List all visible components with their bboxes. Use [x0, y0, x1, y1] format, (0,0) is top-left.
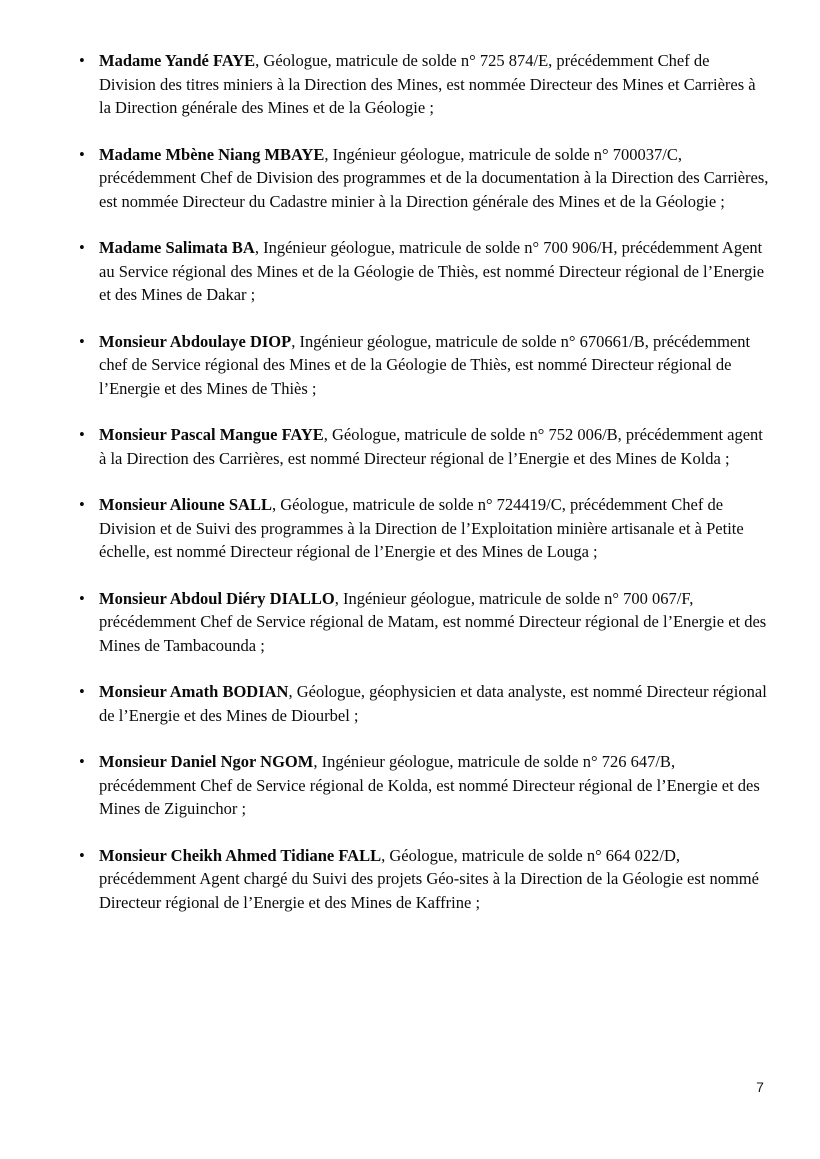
appointment-details: , Ingénieur géologue, matricule de solde n° 700 067/F, précédemment Chef de Service régional de Matam, est nommé Directeur régional de l’Energie et des Mines de Tambacounda ; — [99, 588, 767, 655]
bullet-marker-icon: • — [79, 51, 85, 70]
bullet-marker-icon: • — [79, 331, 85, 351]
bullet-marker-icon: • — [79, 588, 85, 608]
appointment-details: , Ingénieur géologue, matricule de solde n° 700 906/H, précédemment Agent au Service régional des Mines et de la Géologie de Thiès, est nommé Directeur régional de l’Energie et des Mines de Dakar ; — [99, 238, 765, 304]
bullet-marker-icon: • — [79, 495, 85, 514]
appointment-item — [79, 493, 770, 564]
appointment-details: , Géologue, matricule de solde n° 724419/C, précédemment Chef de Division et de Suivi des programmes à la Direction de l’Exploitation minière artisanale et à Petite échelle, est nommé Directeur régional de l’Energie et des Mines de Louga ; — [99, 495, 744, 561]
person-name: Madame Yandé FAYE — [99, 51, 256, 70]
appointment-item — [79, 587, 770, 658]
bullet-marker-icon: • — [79, 845, 85, 865]
person-name: Monsieur Cheikh Ahmed Tidiane FALL — [99, 845, 382, 865]
person-name: Madame Salimata BA — [99, 238, 255, 257]
page-number: 7 — [756, 1079, 764, 1095]
person-name: Monsieur Pascal Mangue FAYE — [99, 425, 324, 444]
appointment-details: , Géologue, matricule de solde n° 664 022/D, précédemment Agent chargé du Suivi des projets Géo-sites à la Direction de la Géologie est nommé Directeur régional de l’Energie et des Mines de Kaffrine ; — [99, 845, 759, 912]
bullet-marker-icon: • — [79, 682, 85, 701]
appointment-item — [79, 49, 770, 120]
bullet-marker-icon: • — [79, 238, 85, 257]
appointment-details: , Géologue, géophysicien et data analyste, est nommé Directeur régional de l’Energie et des Mines de Diourbel ; — [99, 682, 767, 725]
person-name: Monsieur Daniel Ngor NGOM — [99, 752, 314, 771]
appointment-item — [79, 750, 770, 821]
bullet-marker-icon: • — [79, 752, 85, 771]
appointment-details: , Géologue, matricule de solde n° 752 006/B, précédemment agent à la Direction des Carrières, est nommé Directeur régional de l’Energie et des Mines de Kolda ; — [99, 425, 763, 468]
appointment-details: , Ingénieur géologue, matricule de solde n° 700037/C, précédemment Chef de Division des programmes et de la documentation à la Direction des Carrières, est nommée Directeur du Cadastre minier à la Direction générale des Mines et de la Géologie ; — [99, 144, 769, 211]
person-name: Monsieur Abdoul Diéry DIALLO — [99, 588, 335, 608]
appointment-details: , Géologue, matricule de solde n° 725 874/E, précédemment Chef de Division des titres miniers à la Direction des Mines, est nommée Directeur des Mines et Carrières à la Direction générale des Mines et de la Géologie ; — [99, 51, 756, 117]
appointment-item — [79, 680, 770, 727]
appointment-details: , Ingénieur géologue, matricule de solde n° 726 647/B, précédemment Chef de Service régional de Kolda, est nommé Directeur régional de l’Energie et des Mines de Ziguinchor ; — [99, 752, 760, 818]
person-name: Monsieur Alioune SALL — [99, 495, 272, 514]
appointment-item — [79, 423, 770, 470]
appointment-details: , Ingénieur géologue, matricule de solde n° 670661/B, précédemment chef de Service régional des Mines et de la Géologie de Thiès, est nommé Directeur régional de l’Energie et des Mines de Thiès ; — [99, 331, 751, 398]
person-name: Madame Mbène Niang MBAYE — [99, 144, 325, 164]
appointment-item — [79, 330, 770, 401]
person-name: Monsieur Amath BODIAN — [99, 682, 289, 701]
bullet-marker-icon: • — [79, 425, 85, 444]
bullet-marker-icon: • — [79, 144, 85, 164]
person-name: Monsieur Abdoulaye DIOP — [99, 331, 292, 351]
appointment-item — [79, 844, 770, 915]
appointment-item — [79, 143, 770, 214]
appointment-item — [79, 236, 770, 307]
